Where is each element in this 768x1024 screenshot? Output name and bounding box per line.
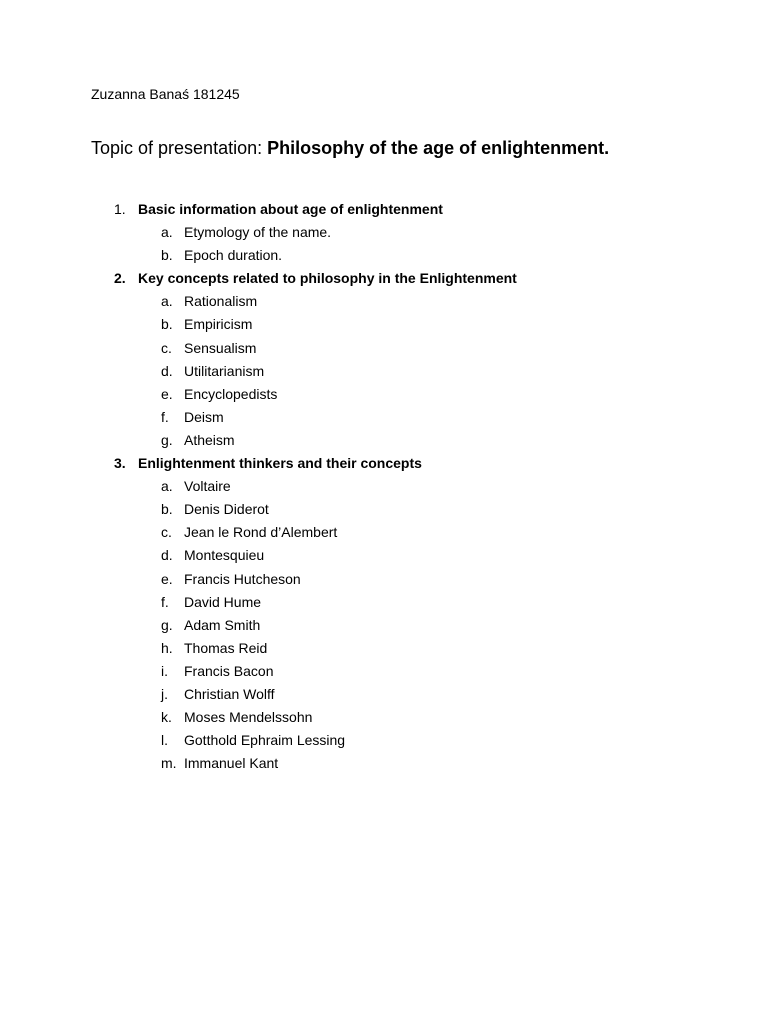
item-marker: e. <box>161 570 173 587</box>
item-text: Thomas Reid <box>184 639 268 656</box>
item-text: Atheism <box>184 431 235 448</box>
outline-item <box>0 591 768 614</box>
outline-item <box>0 752 768 775</box>
item-marker: m. <box>161 755 177 772</box>
item-text: Utilitarianism <box>184 362 265 379</box>
outline-item <box>0 637 768 660</box>
outline-item <box>0 360 768 383</box>
outline-item <box>0 475 768 498</box>
item-text: Voltaire <box>184 478 231 495</box>
item-text: Christian Wolff <box>184 685 275 702</box>
item-text: Epoch duration. <box>184 247 283 264</box>
item-marker: h. <box>161 639 173 656</box>
outline-item <box>0 614 768 637</box>
outline-item <box>0 221 768 244</box>
outline-item <box>0 660 768 683</box>
section-title: Enlightenment thinkers and their concepts <box>138 455 422 472</box>
section-heading <box>0 267 768 290</box>
item-text: Gotthold Ephraim Lessing <box>184 732 346 749</box>
outline-item <box>0 313 768 336</box>
item-marker: g. <box>161 431 173 448</box>
section-number: 2. <box>114 270 126 287</box>
item-marker: a. <box>161 224 173 241</box>
outline-item <box>0 706 768 729</box>
outline-item <box>0 729 768 752</box>
item-text: Encyclopedists <box>184 385 278 402</box>
item-text: Moses Mendelssohn <box>184 709 313 726</box>
outline-item <box>0 337 768 360</box>
author-line: Zuzanna Banaś 181245 <box>91 86 240 102</box>
item-text: Francis Hutcheson <box>184 570 301 587</box>
item-marker: k. <box>161 709 172 726</box>
outline-item <box>0 683 768 706</box>
item-marker: b. <box>161 316 173 333</box>
section-heading <box>0 452 768 475</box>
item-text: Francis Bacon <box>184 662 274 679</box>
item-marker: i. <box>161 662 168 679</box>
item-text: David Hume <box>184 593 262 610</box>
item-marker: d. <box>161 547 173 564</box>
item-text: Jean le Rond d’Alembert <box>184 524 338 541</box>
item-marker: b. <box>161 247 173 264</box>
topic-title: Philosophy of the age of enlightenment. <box>267 138 610 158</box>
item-marker: c. <box>161 339 172 356</box>
section-number: 3. <box>114 455 126 472</box>
item-text: Montesquieu <box>184 547 265 564</box>
section-number: 1. <box>114 201 126 217</box>
item-marker: j. <box>161 685 168 702</box>
item-text: Sensualism <box>184 339 257 356</box>
item-marker: f. <box>161 408 169 425</box>
section-title: Key concepts related to philosophy in the Enlightenment <box>138 270 517 287</box>
item-marker: d. <box>161 362 173 379</box>
item-marker: b. <box>161 501 173 518</box>
item-text: Etymology of the name. <box>184 224 332 241</box>
item-text: Deism <box>184 408 224 425</box>
item-text: Adam Smith <box>184 616 261 633</box>
outline-item <box>0 521 768 544</box>
item-marker: a. <box>161 478 173 495</box>
outline-item <box>0 244 768 267</box>
outline-item <box>0 544 768 567</box>
item-marker: a. <box>161 293 173 310</box>
outline-item <box>0 568 768 591</box>
topic-heading <box>91 137 609 159</box>
outline-item <box>0 290 768 313</box>
item-marker: f. <box>161 593 169 610</box>
item-text: Denis Diderot <box>184 501 269 518</box>
section-heading <box>0 198 768 221</box>
item-text: Rationalism <box>184 293 258 310</box>
section-title: Basic information about age of enlightenment <box>138 201 443 217</box>
item-marker: c. <box>161 524 172 541</box>
outline-item <box>0 498 768 521</box>
item-marker: g. <box>161 616 173 633</box>
topic-prefix: Topic of presentation: <box>91 138 268 158</box>
outline-item <box>0 383 768 406</box>
presentation-outline <box>0 198 768 775</box>
outline-item <box>0 406 768 429</box>
item-text: Empiricism <box>184 316 253 333</box>
item-text: Immanuel Kant <box>184 755 279 772</box>
item-marker: l. <box>161 732 168 749</box>
outline-item <box>0 429 768 452</box>
item-marker: e. <box>161 385 173 402</box>
